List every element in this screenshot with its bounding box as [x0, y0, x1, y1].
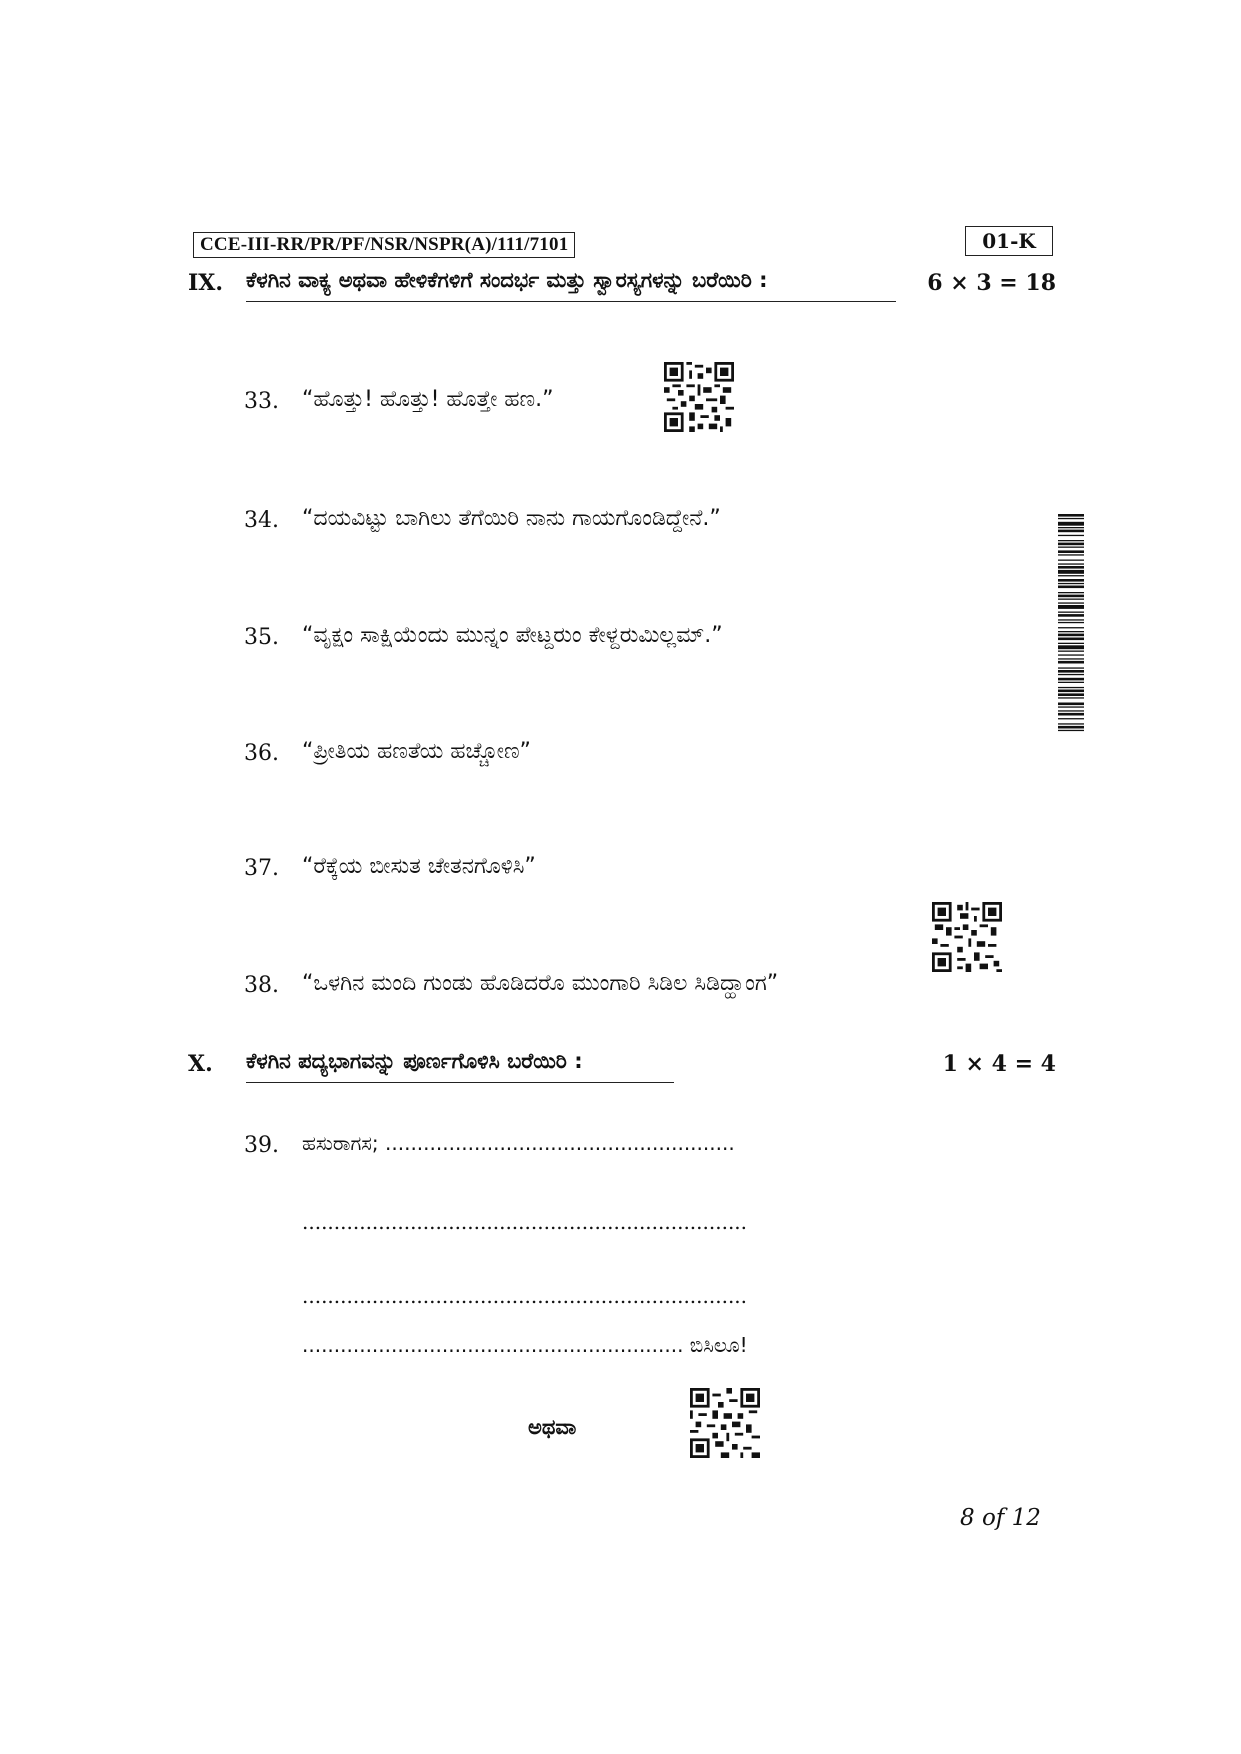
question-text: “ರೆಕ್ಕೆಯ ಬೀಸುತ ಚೇತನಗೊಳಿಸಿ” — [302, 854, 536, 879]
section-x-number: X. — [188, 1051, 213, 1077]
question-text: “ಪ್ರೀತಿಯ ಹಣತೆಯ ಹಚ್ಚೋಣ” — [302, 739, 531, 764]
or-label: ಅಥವಾ — [528, 1415, 577, 1439]
section-x-title: ಕೆಳಗಿನ ಪದ್ಯಭಾಗವನ್ನು ಪೂರ್ಣಗೊಳಿಸಿ ಬರೆಯಿರಿ : — [246, 1049, 674, 1083]
section-ix-marks: 6 × 3 = 18 — [927, 270, 1056, 296]
qr-code-icon — [664, 362, 734, 432]
section-x-marks: 1 × 4 = 4 — [942, 1051, 1056, 1077]
question-text: “ಹೊತ್ತು! ಹೊತ್ತು! ಹೊತ್ತೇ ಹಣ.” — [302, 387, 554, 412]
question-number: 33. — [244, 389, 279, 414]
qr-code-icon — [690, 1388, 760, 1458]
qr-code-icon — [932, 902, 1002, 972]
poem-line: ಹಸುರಾಗಸ; ....................................................... — [302, 1131, 735, 1155]
barcode-icon — [1058, 514, 1084, 866]
question-number: 39. — [244, 1133, 279, 1158]
page-number: 8 of 12 — [960, 1505, 1041, 1531]
question-number: 38. — [244, 973, 279, 998]
question-number: 35. — [244, 625, 279, 650]
question-number: 37. — [244, 856, 279, 881]
question-text: “ದಯವಿಟ್ಟು ಬಾಗಿಲು ತೆಗೆಯಿರಿ ನಾನು ಗಾಯಗೊಂಡಿದ್ದೇನೆ.” — [302, 506, 721, 531]
question-text: “ಒಳಗಿನ ಮಂದಿ ಗುಂಡು ಹೊಡಿದರೊ ಮುಂಗಾರಿ ಸಿಡಿಲ ಸಿಡಿದ್ಹಾಂಗ” — [302, 971, 779, 996]
poem-line: ...................................................................... — [302, 1210, 748, 1234]
paper-code: 01-K — [965, 226, 1053, 256]
exam-code: CCE-III-RR/PR/PF/NSR/NSPR(A)/111/7101 — [193, 232, 575, 258]
section-ix-title: ಕೆಳಗಿನ ವಾಕ್ಯ ಅಥವಾ ಹೇಳಿಕೆಗಳಿಗೆ ಸಂದರ್ಭ ಮತ್ತು ಸ್ವಾರಸ್ಯಗಳನ್ನು ಬರೆಯಿರಿ : — [246, 268, 896, 302]
question-number: 34. — [244, 508, 279, 533]
poem-line: ...................................................................... — [302, 1284, 748, 1308]
question-text: “ವೃಕ್ಷಂ ಸಾಕ್ಷಿಯೆಂದು ಮುನ್ನಂ ಪೇಟ್ದರುಂ ಕೇಳ್ದರುಮಿಲ್ಲಮ್.” — [302, 623, 723, 648]
section-ix-number: IX. — [188, 270, 224, 296]
question-number: 36. — [244, 741, 279, 766]
poem-line: ............................................................ ಬಿಸಿಲೂ! — [302, 1333, 748, 1357]
